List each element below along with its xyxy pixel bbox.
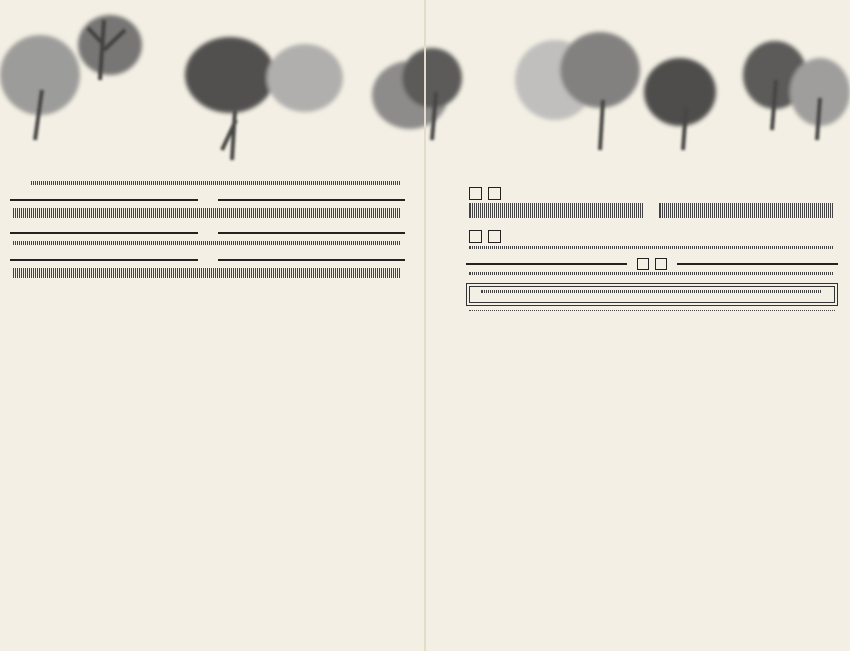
afterword-entry[interactable] [466,313,838,314]
tree-group-left [0,15,343,160]
right-column [466,178,838,314]
left-column [10,182,405,281]
section-heading-reviews [10,192,405,208]
leader-dots [481,292,821,293]
heading-square [637,258,649,270]
class-pride-col-2 [656,206,838,221]
heading-square [488,230,501,243]
leader-dots [469,248,833,249]
toc-entry[interactable] [466,220,648,221]
class-pride-lists [466,206,838,221]
section-heading-fairy-tale [466,256,838,272]
leader-dots [13,217,400,218]
leader-dots [469,217,643,218]
section-heading-travel [466,227,838,245]
toc-entry[interactable] [478,295,826,296]
heading-rule [677,263,838,265]
fairy-tale-list [466,275,838,278]
leader-dots [31,184,400,185]
heading-square [655,258,667,270]
toc-entry[interactable] [656,220,838,221]
section-heading-diary [10,225,405,241]
toc-entry[interactable] [10,247,405,248]
reviews-list [10,211,405,221]
leader-dots [13,244,400,245]
boxed-list [469,286,835,303]
toc-entry[interactable] [10,280,405,281]
heading-rule [10,232,198,234]
section-heading-class-pride [466,184,838,202]
letters-list [10,271,405,281]
toc-entry[interactable] [466,277,838,278]
heading-rule [10,259,198,261]
senior-vertical-title [10,182,28,188]
heading-square [469,187,482,200]
leader-dots [469,274,833,275]
heading-rule [466,263,627,265]
heading-square [488,187,501,200]
diary-list [10,244,405,248]
heading-rule [218,232,406,234]
tree-group-right [372,32,850,150]
toc-entry[interactable] [10,220,405,221]
toc-entry[interactable] [466,251,838,252]
senior-list [28,182,405,188]
heading-square [469,230,482,243]
heading-rule [218,259,406,261]
heading-label [627,258,677,270]
section-heading-letters [10,252,405,268]
heading-rule [218,199,406,201]
toc-entry[interactable] [28,187,405,188]
class-pride-col-1 [466,206,648,221]
leader-dots [13,277,400,278]
heading-rule [10,199,198,201]
travel-list [466,249,838,252]
leader-dots [659,217,833,218]
leader-dots [469,310,835,311]
page-gutter [424,0,426,651]
senior-section [10,182,405,188]
